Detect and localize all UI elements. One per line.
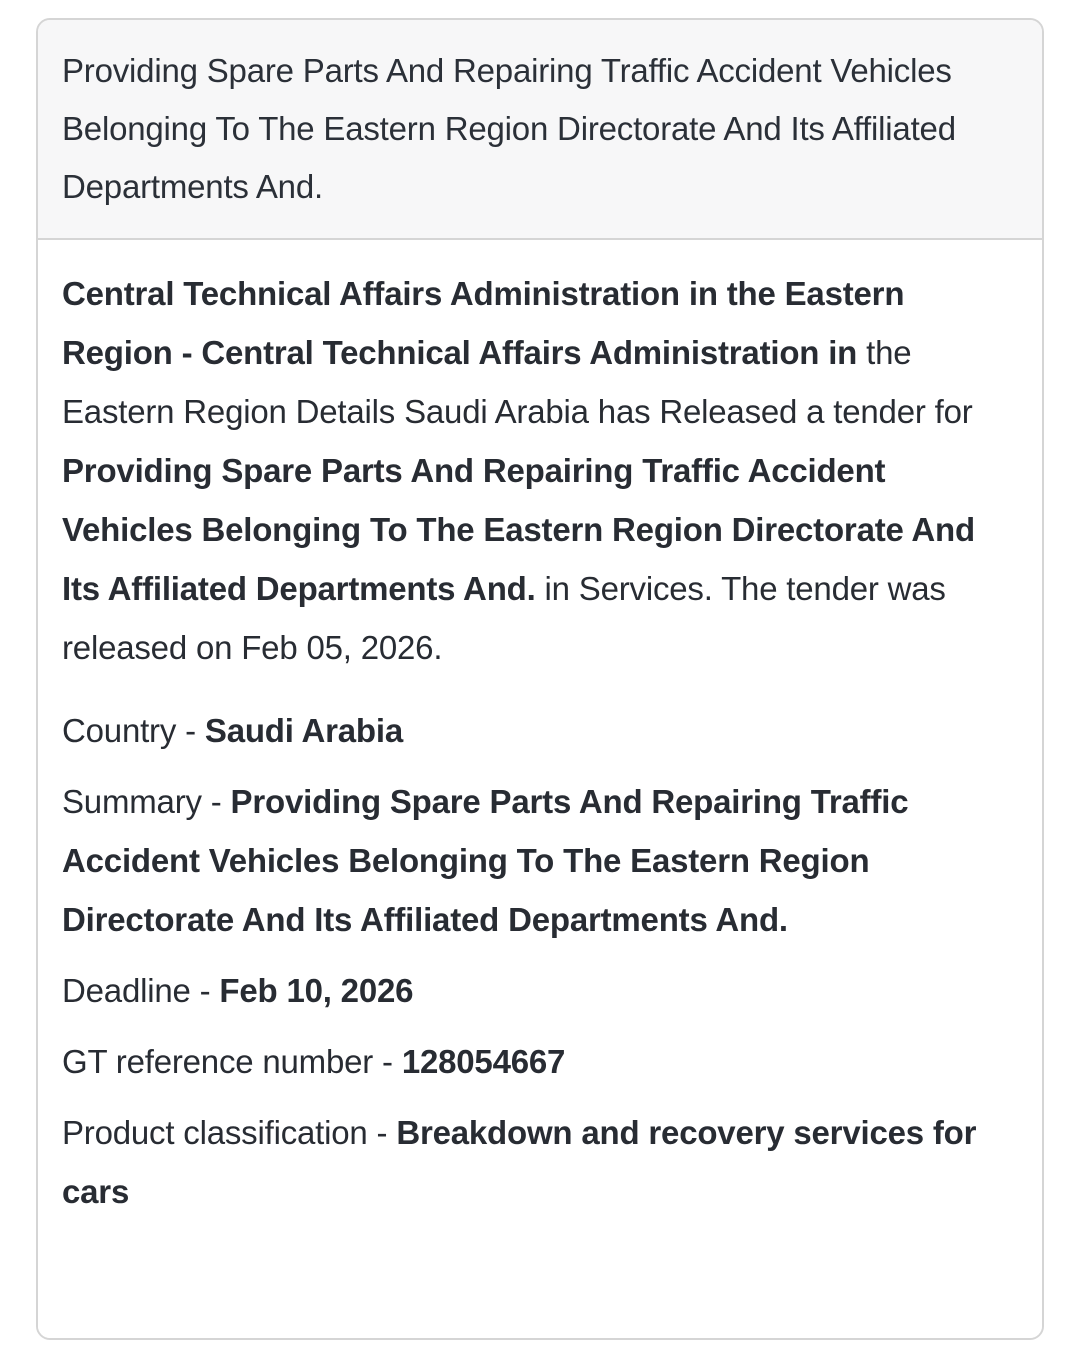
field-separator: -: [176, 712, 205, 749]
tender-title: Providing Spare Parts And Repairing Traffic Accident Vehicles Belonging To The Eastern Region Directorate And Its Affiliated Departments And.: [62, 52, 956, 205]
field-row-gt-reference-number: [62, 1032, 1018, 1091]
field-label: Product classification: [62, 1114, 368, 1151]
field-label: Country: [62, 712, 177, 749]
field-label: Deadline: [62, 972, 191, 1009]
field-value: Providing Spare Parts And Repairing Traffic Accident Vehicles Belonging To The Eastern Region Directorate And Its Affiliated Departments And.: [62, 783, 909, 938]
field-value: Feb 10, 2026: [219, 972, 414, 1009]
field-label: Summary: [62, 783, 202, 820]
tender-card-header: [38, 20, 1042, 240]
field-separator: -: [373, 1043, 402, 1080]
intro-segment-regular: in Services. The tender was released on Feb 05, 2026.: [62, 570, 946, 666]
field-separator: -: [190, 972, 220, 1009]
tender-card: [36, 18, 1044, 1340]
field-value: 128054667: [401, 1043, 566, 1080]
field-row-country: [62, 701, 1018, 760]
field-label: GT reference number: [62, 1043, 374, 1080]
field-row-deadline: [62, 961, 1018, 1020]
field-value: Saudi Arabia: [204, 712, 403, 749]
field-row-summary: [62, 772, 1018, 949]
tender-intro-paragraph: [62, 264, 1018, 677]
field-row-product-classification: [62, 1103, 1018, 1221]
tender-fields: [62, 701, 1018, 1221]
field-separator: -: [367, 1114, 397, 1151]
tender-card-body: [38, 240, 1042, 1338]
intro-segment-regular: the Eastern Region Details Saudi Arabia has Released a tender for: [62, 334, 973, 430]
field-value: Breakdown and recovery services for cars: [62, 1114, 977, 1210]
intro-segment-bold: Central Technical Affairs Administration in the Eastern Region - Central Technical Affairs Administration in: [62, 275, 905, 371]
intro-segment-bold: Providing Spare Parts And Repairing Traffic Accident Vehicles Belonging To The Eastern Region Directorate And Its Affiliated Departments And.: [62, 452, 975, 607]
field-separator: -: [201, 783, 231, 820]
